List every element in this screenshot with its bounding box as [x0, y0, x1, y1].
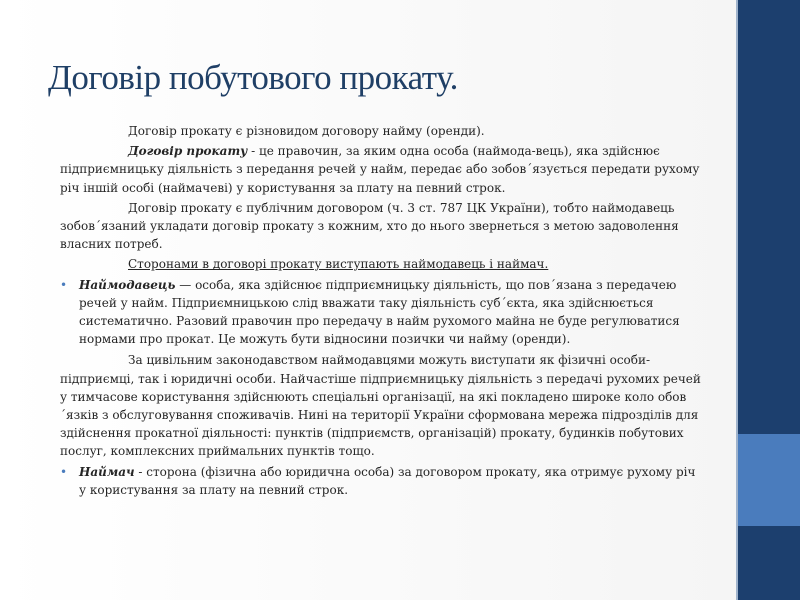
sidebar-divider — [736, 0, 738, 600]
paragraph-public-contract — [60, 199, 702, 254]
term-lessor: Наймодавець — [79, 277, 176, 292]
term-rental-contract: Договір прокату — [128, 144, 248, 159]
bullet-icon: • — [60, 277, 68, 292]
paragraph-text: Договір прокату є публічним договором (ч. 3 ст. 787 ЦК України), тобто наймодавець зобов´язаний укладати договір прокату з кожним, хто до нього звернеться з метою задоволення власних потреб. — [60, 200, 679, 252]
list-item-text: - сторона (фізична або юридична особа) за договором прокату, яка отримує рухому річ у користування за плату на певний строк. — [79, 464, 696, 497]
sidebar-accent-block — [738, 434, 800, 526]
paragraph-text: - це правочин, за яким одна особа (наймода-вець), яка здійснює підприємницьку діяльність з передання речей у найм, передає або зобов´язується передати рухому річ іншій особі (наймачеві) у користування за плату на певний строк. — [60, 144, 700, 195]
list-item — [60, 463, 702, 499]
paragraph-text: Договір прокату є різновидом договору найму (оренди). — [128, 124, 485, 138]
paragraph-text: Сторонами в договорі прокату виступають наймодавець і наймач. — [128, 257, 549, 272]
term-lessee: Наймач — [79, 464, 135, 479]
paragraph-parties — [60, 255, 702, 273]
bullet-icon: • — [60, 464, 68, 479]
slide-body — [60, 122, 702, 502]
paragraph-lessors — [60, 351, 702, 460]
paragraph-text: За цивільним законодавством наймодавцями можуть виступати як фізичні особи-підприємці, так і юридичні особи. Найчастіше підприємницьку діяльність з передачі рухомих речей у тимчасове користування здійснюють спеціальні організації, на які покладено широке коло обов´язків з обслуговування споживачів. Нині на території України сформована мережа підрозділів для здійснення прокатної діяльності: пунктів (підприємств, організацій) прокату, будинків побутових послуг, комплексних приймальних пунктів тощо. — [60, 353, 701, 459]
list-item — [60, 276, 702, 349]
sidebar-decoration — [738, 0, 800, 600]
slide-title: Договір побутового прокату. — [48, 58, 458, 97]
paragraph-definition-type — [60, 122, 702, 140]
paragraph-definition — [60, 142, 702, 197]
list-item-text: — особа, яка здійснює підприємницьку діяльність, що пов´язана з передачею речей у найм. Підприємницькою слід вважати таку діяльність суб´єкта, яка здійснюється систематично. Разовий правочин про передачу в найм рухомого майна не буде регулюватися нормами про прокат. Це можуть бути відносини позички чи найму (оренди). — [79, 277, 680, 347]
